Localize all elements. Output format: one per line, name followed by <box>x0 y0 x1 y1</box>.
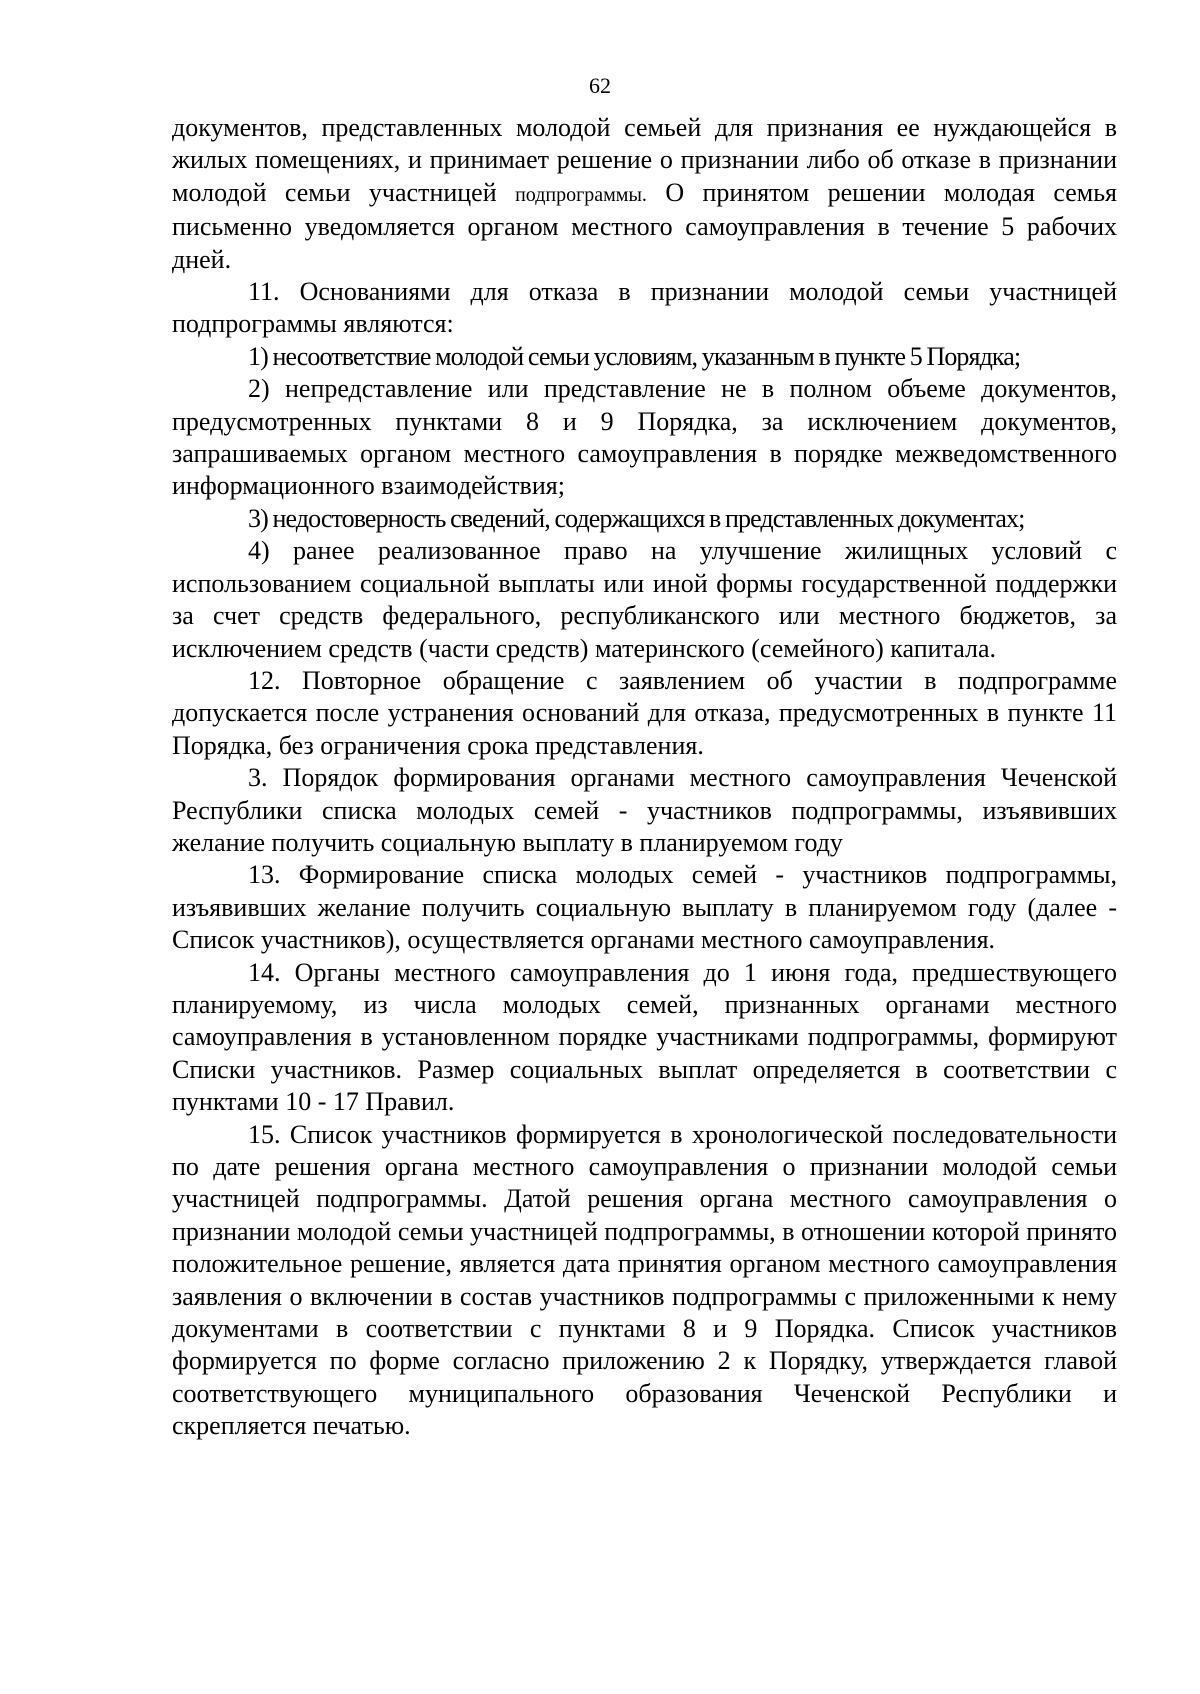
paragraph-11-item-2: 2) непредставление или представление не в полном объеме документов, предусмотренных пунктами 8 и 9 Порядка, за исключением документов, запрашиваемых органом местного самоуправления в порядке межведомственного информационного взаимодействия; <box>172 374 1117 501</box>
paragraph-12: 12. Повторное обращение с заявлением об участии в подпрограмме допускается после устранения оснований для отказа, предусмотренных в пункте 11 Порядка, без ограничения срока представления. <box>172 665 1117 760</box>
page-number: 62 <box>589 73 611 98</box>
paragraph-continuation-text-a: документов, представленных молодой семьей для признания ее нуждающейся в жилых помещениях, и принимает решение о признании либо об отказе в признании молодой семьи участницей <box>172 113 1117 207</box>
paragraph-13: 13. Формирование списка молодых семей - участников подпрограммы, изъявивших желание получить социальную выплату в планируемом году (далее - Список участников), осуществляется органами местного самоуправления. <box>172 860 1117 955</box>
paragraph-continuation-small-word: подпрограммы. <box>515 183 647 206</box>
paragraph-14: 14. Органы местного самоуправления до 1 июня года, предшествующего планируемому, из числа молодых семей, признанных органами местного самоуправления в установленном порядке участниками подпрограммы, формируют Списки участников. Размер социальных выплат определяется в соответствии с пунктами 10 - 17 Правил. <box>172 957 1117 1117</box>
paragraph-11: 11. Основаниями для отказа в признании молодой семьи участницей подпрограммы являются: <box>172 277 1117 339</box>
paragraph-11-item-1: 1) несоответствие молодой семьи условиям, указанным в пункте 5 Порядка; <box>248 341 1021 371</box>
paragraph-continuation <box>172 112 1117 276</box>
paragraph-15: 15. Список участников формируется в хронологической последовательности по дате решения органа местного самоуправления о признании молодой семьи участницей подпрограммы. Датой решения органа местного самоуправления о признании молодой семьи участницей подпрограммы, в отношении которой принято положительное решение, является дата принятия органом местного самоуправления заявления о включении в состав участников подпрограммы с приложенными к нему документами в соответствии с пунктами 8 и 9 Порядка. Список участников формируется по форме согласно приложению 2 к Порядку, утверждается главой соответствующего муниципального образования Чеченской Республики и скрепляется печатью. <box>172 1119 1117 1441</box>
section-3-heading: 3. Порядок формирования органами местного самоуправления Чеченской Республики списка молодых семей - участников подпрограммы, изъявивших желание получить социальную выплату в планируемом году <box>172 763 1117 857</box>
paragraph-continuation-text-c: О принятом решении молодая семья письменно уведомляется органом местного самоуправления в течение 5 рабочих дней. <box>172 177 1118 274</box>
paragraph-11-item-4: 4) ранее реализованное право на улучшение жилищных условий с использованием социальной выплаты или иной формы государственной поддержки за счет средств федерального, республиканского или местного бюджетов, за исключением средств (части средств) материнского (семейного) капитала. <box>172 536 1117 663</box>
paragraph-11-item-3: 3) недостоверность сведений, содержащихся в представленных документах; <box>248 503 1025 533</box>
document-body <box>172 112 1117 1443</box>
